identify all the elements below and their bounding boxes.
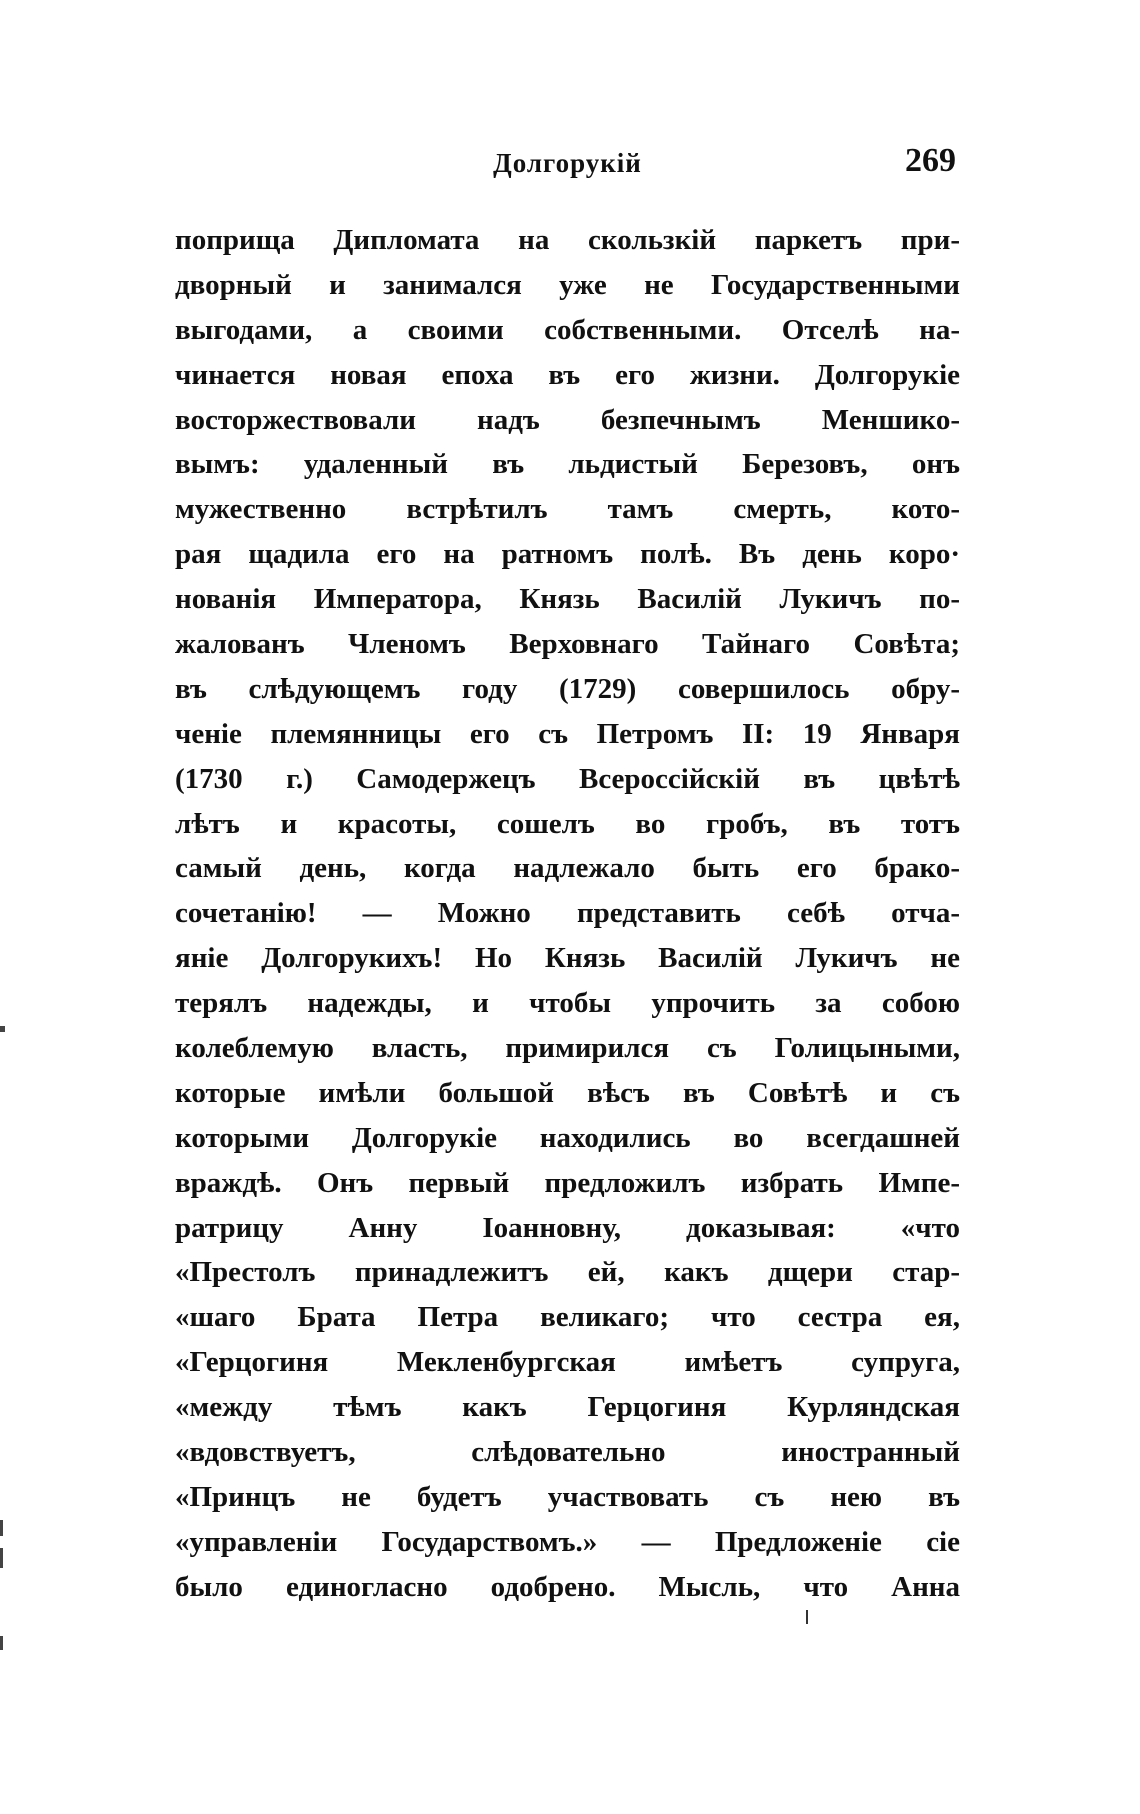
- scan-edge-mark: [0, 1520, 3, 1536]
- scan-edge-mark: [0, 1548, 3, 1568]
- text-line: «Престолъ принадлежитъ ей, какъ дщери стар-: [175, 1256, 960, 1289]
- text-line: которые имѣли большой вѣсъ въ Совѣтѣ и съ: [175, 1076, 960, 1109]
- text-line: «Герцогиня Мекленбургская имѣетъ супруга,: [175, 1346, 960, 1379]
- text-line: «управленіи Государствомъ.» — Предложеніе сіе: [175, 1525, 960, 1558]
- text-line: вымъ: удаленный въ льдистый Березовъ, онъ: [175, 448, 960, 481]
- text-line: лѣтъ и красоты, сошелъ во гробъ, въ тотъ: [175, 807, 960, 840]
- text-line: «Принцъ не будетъ участвовать съ нею въ: [175, 1480, 960, 1513]
- body-text: [175, 218, 960, 1610]
- running-title: Долгорукій: [493, 148, 642, 178]
- scan-edge-mark: [0, 1636, 3, 1650]
- text-line: рая щадила его на ратномъ полѣ. Въ день коро·: [175, 538, 960, 571]
- text-line: ратрицу Анну Іоанновну, доказывая: «что: [175, 1211, 960, 1244]
- text-line: жалованъ Членомъ Верховнаго Тайнаго Совѣта;: [175, 628, 960, 661]
- text-line: было единогласно одобрено. Мысль, что Анна: [175, 1570, 960, 1603]
- text-line: которыми Долгорукіе находились во всегдашней: [175, 1121, 960, 1154]
- text-line: «вдовствуетъ, слѣдовательно иностранный: [175, 1436, 960, 1469]
- print-speck: [806, 1610, 808, 1624]
- text-line: «шаго Брата Петра великаго; что сестра ея,: [175, 1301, 960, 1334]
- text-line: (1730 г.) Самодержецъ Всероссійскій въ цвѣтѣ: [175, 762, 960, 795]
- text-line: восторжествовали надъ безпечнымъ Меншико-: [175, 403, 960, 436]
- text-line: дворный и занимался уже не Государственными: [175, 268, 960, 301]
- text-line: враждѣ. Онъ первый предложилъ избрать Импе-: [175, 1166, 960, 1199]
- text-line: яніе Долгорукихъ! Но Князь Василій Лукичъ не: [175, 942, 960, 975]
- text-line: выгодами, а своими собственными. Отселѣ на-: [175, 313, 960, 346]
- text-line: ченіе племянницы его съ Петромъ II: 19 Января: [175, 717, 960, 750]
- text-line: поприща Дипломата на скользкій паркетъ при-: [175, 224, 960, 256]
- text-line: сочетанію! — Можно представить себѣ отча-: [175, 897, 960, 930]
- text-line: самый день, когда надлежало быть его брако-: [175, 852, 960, 885]
- running-head: [175, 140, 960, 186]
- text-line: терялъ надежды, и чтобы упрочить за собою: [175, 987, 960, 1020]
- text-line: мужественно встрѣтилъ тамъ смерть, кото-: [175, 493, 960, 526]
- text-line: колеблемую власть, примирился съ Голицыными,: [175, 1032, 960, 1065]
- text-line: нованія Императора, Князь Василій Лукичъ по-: [175, 583, 960, 616]
- scan-edge-mark: [0, 1026, 5, 1032]
- text-line: въ слѣдующемъ году (1729) совершилось обру-: [175, 672, 960, 705]
- text-line: «между тѣмъ какъ Герцогиня Курляндская: [175, 1391, 960, 1424]
- text-line: чинается новая епоха въ его жизни. Долгорукіе: [175, 358, 960, 391]
- page-number: 269: [905, 142, 956, 179]
